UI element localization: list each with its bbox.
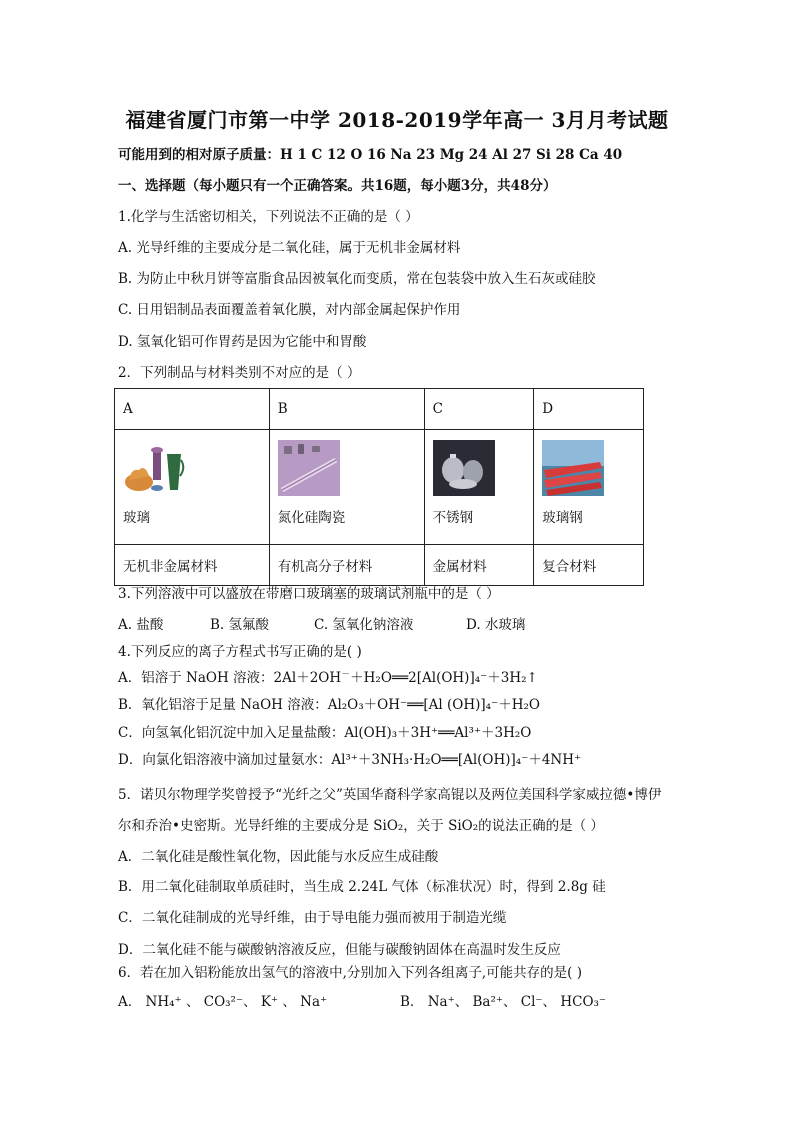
q4-option-a-rest: ＋H₂O══2[Al(OH)]₄⁻＋3H₂↑	[350, 670, 538, 686]
q5-option-c: C．二氧化硅制成的光导纤维，由于导电能力强而被用于制造光缆	[118, 910, 507, 926]
q5-option-d: D．二氧化硅不能与碳酸钠溶液反应，但能与碳酸钠固体在高温时发生反应	[118, 942, 561, 958]
table-cell-glass	[115, 430, 270, 545]
material-d: 复合材料	[534, 545, 644, 586]
q4-stem: 4.下列反应的离子方程式书写正确的是( )	[118, 644, 362, 660]
material-c: 金属材料	[424, 545, 534, 586]
item-ceramic: 氮化硅陶瓷	[277, 510, 346, 526]
section-heading: 一、选择题（每小题只有一个正确答案。共16题，每小题3分，共48分）	[118, 178, 557, 194]
q5-stem-line2: 尔和乔治•史密斯。光导纤维的主要成分是 SiO₂，关于 SiO₂的说法正确的是（ ）	[118, 818, 604, 834]
atomic-mass-line: 可能用到的相对原子质量：H 1 C 12 O 16 Na 23 Mg 24 Al 27 Si 28 Ca 40	[118, 147, 623, 163]
q5-stem-line1: 5．诺贝尔物理学奖曾授予“光纤之父”英国华裔科学家高锟以及两位美国科学家威拉德•博伊	[118, 787, 662, 803]
table-cell-steel	[424, 430, 534, 545]
table-cell-ceramic	[269, 430, 424, 545]
q1-option-d: D. 氢氧化铝可作胃药是因为它能中和胃酸	[118, 334, 367, 350]
q3-stem: 3.下列溶液中可以盛放在带磨口玻璃塞的玻璃试剂瓶中的是（ ）	[118, 586, 500, 602]
table-header-b: B	[269, 389, 424, 430]
material-a: 无机非金属材料	[115, 545, 270, 586]
item-glass: 玻璃	[123, 510, 150, 526]
materials-table	[114, 388, 644, 586]
ceramic-image	[278, 440, 340, 496]
q4-option-b: B．氧化铝溶于足量 NaOH 溶液：Al₂O₃＋OH⁻══[Al (OH)]₄⁻＋H₂O	[118, 697, 540, 713]
q1-option-c: C. 日用铝制品表面覆盖着氧化膜，对内部金属起保护作用	[118, 302, 461, 318]
table-header-a: A	[115, 389, 270, 430]
q4-option-c: C．向氢氧化铝沉淀中加入足量盐酸：Al(OH)₃＋3H⁺══Al³⁺＋3H₂O	[118, 725, 532, 741]
q3-options	[118, 616, 525, 634]
q3-option-c: C. 氢氧化钠溶液	[314, 617, 414, 633]
q6-option-a: A． NH₄⁺ 、 CO₃²⁻、 K⁺ 、 Na⁺	[118, 994, 328, 1010]
q4-option-d: D．向氯化铝溶液中滴加过量氨水：Al³⁺＋3NH₃·H₂O══[Al(OH)]₄⁻＋4NH⁺	[118, 752, 582, 768]
fiberglass-boats-image	[542, 440, 604, 496]
q2-stem: 2．下列制品与材料类别不对应的是（ ）	[118, 365, 361, 381]
item-frp: 玻璃钢	[542, 510, 583, 526]
q1-option-b: B. 为防止中秋月饼等富脂食品因被氧化而变质，常在包装袋中放入生石灰或硅胶	[118, 271, 596, 287]
glassware-image	[123, 440, 185, 496]
q4-option-a-prefix: A．铝溶于 NaOH 溶液：2Al＋2OH	[118, 670, 342, 686]
material-b: 有机高分子材料	[269, 545, 424, 586]
table-cell-frp	[534, 430, 644, 545]
q3-option-a: A. 盐酸	[118, 617, 164, 633]
item-steel: 不锈钢	[432, 510, 474, 526]
q6-stem: 6．若在加入铝粉能放出氢气的溶液中,分别加入下列各组离子,可能共存的是( )	[118, 965, 582, 981]
q6-options	[118, 993, 606, 1011]
q1-stem: 1.化学与生活密切相关，下列说法不正确的是（ ）	[118, 209, 419, 225]
q1-option-a: A. 光导纤维的主要成分是二氧化硅，属于无机非金属材料	[118, 240, 461, 256]
q5-option-b: B．用二氧化硅制取单质硅时，当生成 2.24L 气体（标准状况）时，得到 2.8g 硅	[118, 879, 606, 895]
table-header-c: C	[424, 389, 534, 430]
stainless-steel-image	[433, 440, 495, 496]
q6-option-b: B． Na⁺、 Ba²⁺、 Cl⁻、 HCO₃⁻	[400, 994, 607, 1010]
table-header-d: D	[534, 389, 644, 430]
q4-option-a: A．铝溶于 NaOH 溶液：2Al＋2OH－＋H₂O══2[Al(OH)]₄⁻＋3H₂↑	[118, 669, 538, 686]
q3-option-d: D. 水玻璃	[466, 617, 526, 633]
q3-option-b: B. 氢氟酸	[210, 617, 270, 633]
page-title: 福建省厦门市第一中学 2018-2019学年高一 3月月考试题	[125, 108, 669, 132]
q5-option-a: A．二氧化硅是酸性氧化物，因此能与水反应生成硅酸	[118, 849, 439, 865]
